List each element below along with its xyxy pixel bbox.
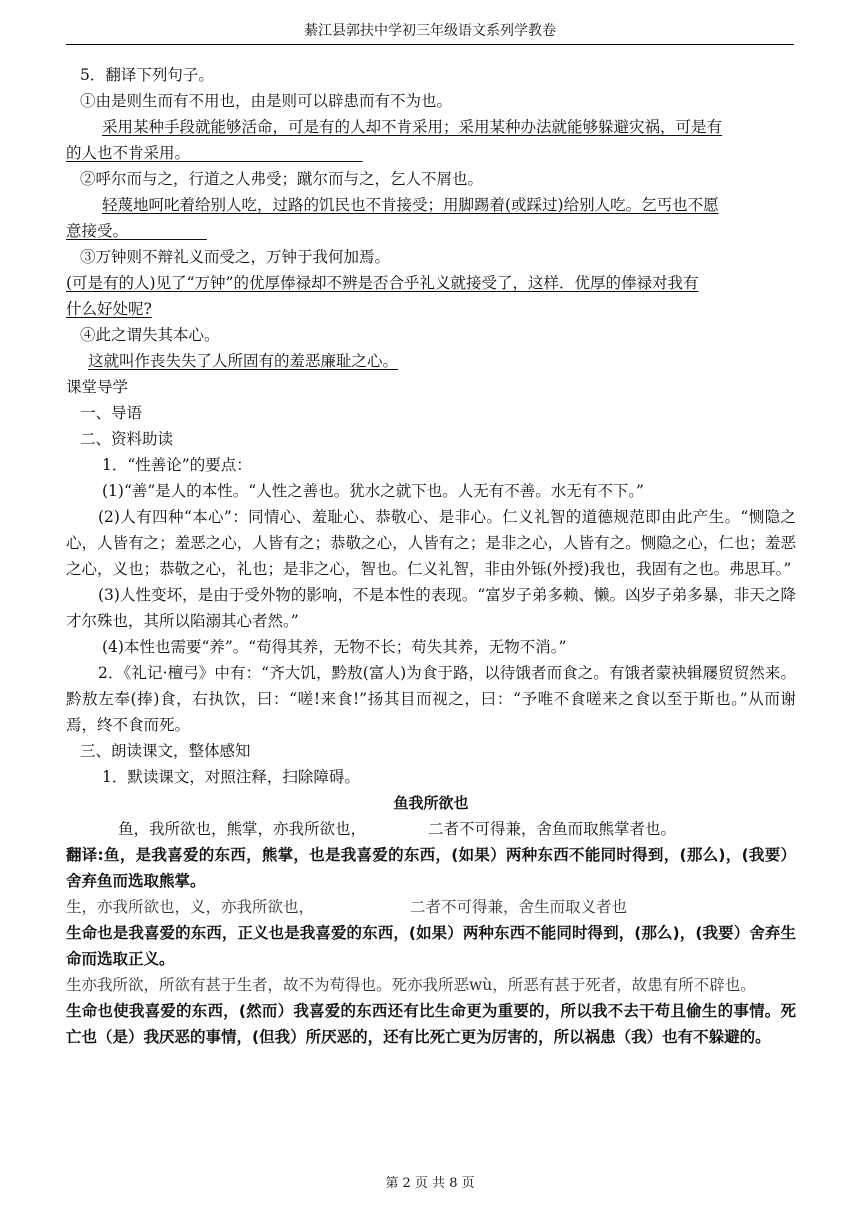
material-point-2: (2)人有四种“本心”：同情心、羞耻心、恭敬心、是非心。仁义礼智的道德规范即由此产生。“恻隐之心，人皆有之；羞恶之心，人皆有之；恭敬之心，人皆有之；是非之心，人皆有之。恻隐之心，仁也；羞恶之心，义也；恭敬之心，礼也；是非之心，智也。仁义礼智，非由外铄(外授)我也，我固有之也。弗思耳。” bbox=[66, 508, 796, 578]
translation-3: 生命也使我喜爱的东西，(然而）我喜爱的东西还有比生命更为重要的，所以我不去干苟且偷生的事情。死亡也（是）我厌恶的事情，(但我）所厌恶的，还有比死亡更为厉害的，所以祸患（我）也有不躲避的。 bbox=[66, 1002, 796, 1046]
answer-1-line-1: 采用某种手段就能够活命，可是有的人却不肯采用；采用某种办法就能够躲避灾祸，可是有 bbox=[102, 118, 723, 136]
material-point-3: (3)人性变坏，是由于受外物的影响，不是本性的表现。“富岁子弟多赖、懒。凶岁子弟多暴，非天之降才尔殊也，其所以陷溺其心者然。” bbox=[66, 586, 796, 630]
answer-3-line-2: 什么好处呢? bbox=[66, 300, 152, 318]
sentence-1: ①由是则生而有不用也，由是则可以辟患而有不为也。 bbox=[80, 92, 453, 110]
text-line-3: 生亦我所欲，所欲有甚于生者，故不为苟得也。死亦我所恶wù，所恶有甚于死者，故患有所不辟也。 bbox=[66, 976, 756, 994]
text-line-2b: 二者不可得兼，舍生而取义者也 bbox=[410, 898, 628, 916]
answer-1-line-2: 的人也不肯采用。 bbox=[66, 144, 191, 162]
answer-4: 这就叫作丧失失了人所固有的羞恶廉耻之心。 bbox=[88, 352, 399, 370]
sentence-2: ②呼尔而与之，行道之人弗受；蹴尔而与之，乞人不屑也。 bbox=[80, 170, 484, 188]
material-point-4: (4)本性也需要“养”。“苟得其养，无物不长；苟失其养，无物不消。” bbox=[102, 638, 567, 656]
translation-1: 翻译:鱼，是我喜爱的东西，熊掌，也是我喜爱的东西，(如果）两种东西不能同时得到，(那么)，(我要）舍弃鱼而选取熊掌。 bbox=[66, 846, 796, 890]
translation-2: 生命也是我喜爱的东西，正义也是我喜爱的东西，(如果）两种东西不能同时得到，(那么)，(我要）舍弃生命而选取正义。 bbox=[66, 924, 796, 968]
text-line-1a: 鱼，我所欲也，熊掌，亦我所欲也， bbox=[118, 820, 367, 838]
sentence-4: ④此之谓失其本心。 bbox=[80, 326, 220, 344]
material-point-1: (1)“善”是人的本性。“人性之善也。犹水之就下也。人无有不善。水无有不下。” bbox=[102, 482, 644, 500]
material-item-2: 2．《礼记·檀弓》中有：“齐大饥，黔敖(富人)为食于路，以待饿者而食之。有饿者蒙袂辑屦贸贸然来。黔敖左奉(捧)食，右执饮，曰：“嗟!来食!”扬其目而视之，曰：“予唯不食嗟来之食以至于斯也。”从而谢焉，终不食而死。 bbox=[66, 664, 796, 734]
question-5-heading: 5．翻译下列句子。 bbox=[80, 66, 214, 84]
answer-3-line-1: (可是有的人)见了“万钟”的优厚俸禄却不辨是否合乎礼义就接受了，这样．优厚的俸禄对我有 bbox=[66, 274, 699, 292]
text-line-1b: 二者不可得兼，舍鱼而取熊掌者也。 bbox=[428, 820, 677, 838]
answer-2-line-2: 意接受。 bbox=[66, 222, 129, 240]
text-line-2a: 生，亦我所欲也，义，亦我所欲也， bbox=[66, 898, 315, 916]
answer-2-line-1: 轻蔑地呵叱着给别人吃，过路的饥民也不肯接受；用脚踢着(或踩过)给别人吃。乞丐也不愿 bbox=[102, 196, 719, 214]
sentence-3: ③万钟则不辩礼义而受之，万钟于我何加焉。 bbox=[80, 248, 391, 266]
page-content bbox=[66, 62, 796, 1050]
page-footer: 第 2 页 共 8 页 bbox=[385, 1176, 475, 1191]
section-2-heading: 二、资料助读 bbox=[80, 430, 174, 448]
section-1-heading: 一、导语 bbox=[80, 404, 143, 422]
reading-instruction: 1．默读课文，对照注释，扫除障碍。 bbox=[102, 768, 360, 786]
page-header: 綦江县郭扶中学初三年级语文系列学教卷 bbox=[66, 18, 794, 45]
text-title: 鱼我所欲也 bbox=[393, 794, 469, 812]
material-item-1: 1．“性善论”的要点： bbox=[102, 456, 252, 474]
section-heading-guide: 课堂导学 bbox=[66, 378, 129, 396]
section-3-heading: 三、朗读课文，整体感知 bbox=[80, 742, 251, 760]
